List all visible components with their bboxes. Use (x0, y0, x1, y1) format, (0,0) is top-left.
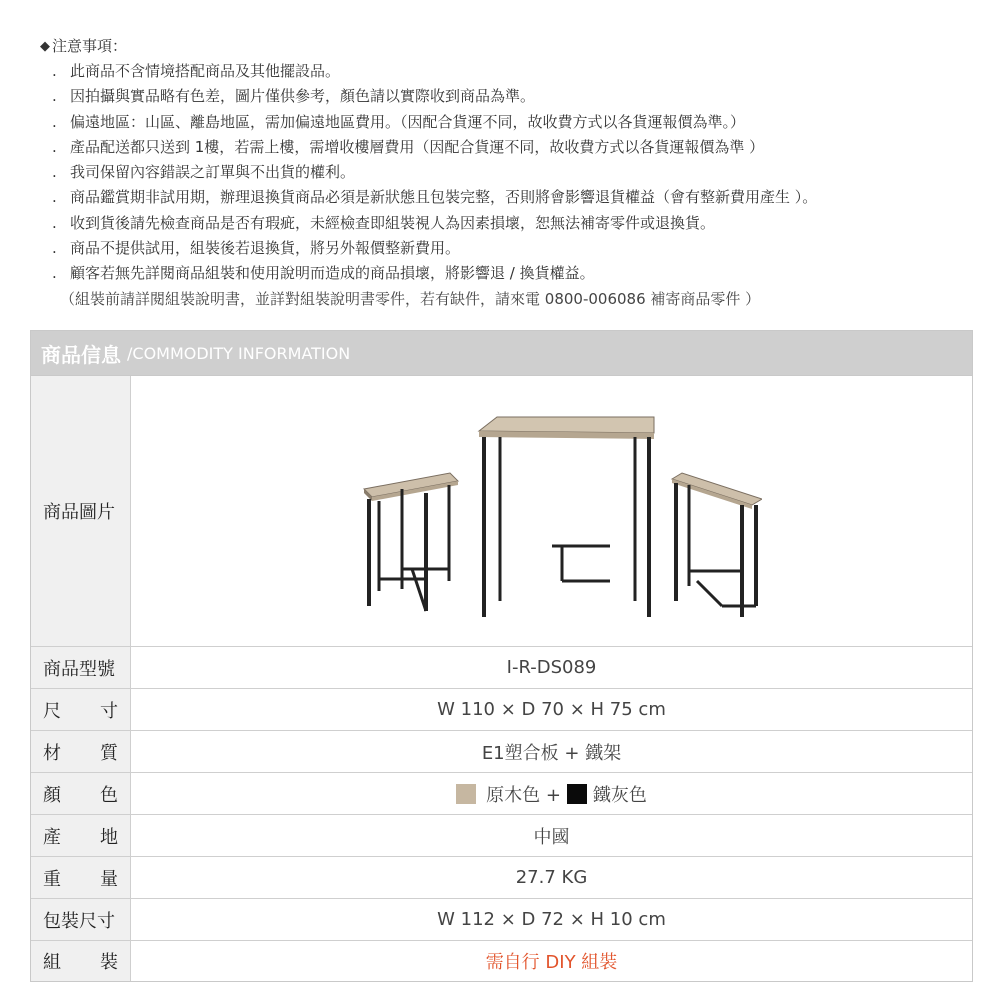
info-header (31, 331, 972, 376)
table-bench-set-illustration (342, 401, 762, 621)
note-item (40, 211, 980, 236)
size-row (31, 689, 972, 731)
table-image (479, 417, 654, 617)
bullet-dot-icon: . (52, 62, 57, 80)
color-value-a: 原木色 + (486, 784, 561, 806)
notes-title-text: 注意事項： (52, 36, 128, 55)
note-item (40, 236, 980, 261)
label-char: 質 (100, 742, 118, 764)
label-char: 組 (43, 952, 61, 973)
picture-row (31, 376, 972, 647)
note-item (40, 160, 980, 185)
bullet-dot-icon: . (52, 87, 57, 106)
material-row (31, 731, 972, 773)
label-char: 材 (43, 742, 61, 764)
model-row (31, 647, 972, 689)
color-label (31, 773, 131, 814)
note-text: 收到貨後請先檢查商品是否有瑕疵，未經檢查即組裝視人為因素損壞，恕無法補寄零件或退換貨。 (70, 213, 716, 232)
label-char: 量 (100, 868, 118, 890)
product-image (131, 376, 972, 646)
note-item (40, 110, 980, 135)
model-label: 商品型號 (31, 647, 131, 688)
package-label: 包裝尺寸 (31, 899, 131, 940)
notes-title (40, 34, 980, 59)
assembly-value: 需自行 DIY 組裝 (485, 952, 618, 973)
bullet-dot-icon: . (52, 188, 57, 207)
label-char: 顏 (43, 784, 61, 806)
package-row (31, 899, 972, 941)
note-text: 商品不提供試用，組裝後若退換貨，將另外報價整新費用。 (70, 239, 461, 258)
bullet-dot-icon: . (52, 264, 57, 283)
iron-color-swatch (567, 784, 587, 804)
right-bench-image (672, 473, 762, 617)
model-value: I-R-DS089 (506, 657, 597, 678)
note-tail: （組裝前請詳閱組裝說明書，並詳對組裝說明書零件，若有缺件，請來電 0800-006086 補寄商品零件 ） (60, 289, 761, 308)
weight-label (31, 857, 131, 898)
note-text: 此商品不含情境搭配商品及其他擺設品。 (70, 62, 341, 80)
note-item (40, 135, 980, 160)
note-text: 顧客若無先詳閱商品組裝和使用說明而造成的商品損壞，將影響退 / 換貨權益。 (70, 264, 595, 283)
commodity-info-table (30, 330, 973, 982)
label-char: 色 (100, 784, 118, 806)
note-text: 我司保留內容錯誤之訂單與不出貨的權利。 (70, 163, 356, 182)
origin-label (31, 815, 131, 856)
material-value: E1塑合板 + 鐵架 (481, 742, 622, 764)
weight-row (31, 857, 972, 899)
color-row (31, 773, 972, 815)
bullet-dot-icon: . (52, 112, 57, 131)
origin-row (31, 815, 972, 857)
label-char: 地 (100, 826, 118, 848)
note-text: 因拍攝與實品略有色差，圖片僅供參考，顏色請以實際收到商品為準。 (70, 87, 536, 106)
note-item (40, 84, 980, 109)
label-char: 寸 (100, 700, 118, 722)
bullet-dot-icon: . (52, 163, 57, 182)
material-label (31, 731, 131, 772)
note-item (40, 59, 980, 84)
note-text: 偏遠地區：山區、離島地區，需加偏遠地區費用。（因配合貨運不同，故收費方式以各貨運報價為準。） (70, 112, 746, 131)
note-item (40, 185, 980, 210)
picture-label: 商品圖片 (31, 376, 131, 646)
color-value-b: 鐵灰色 (592, 784, 647, 806)
label-char: 產 (43, 826, 61, 848)
size-label (31, 689, 131, 730)
color-value (131, 773, 972, 814)
bullet-dot-icon: . (52, 239, 57, 258)
assembly-label (31, 941, 131, 981)
bullet-dot-icon: . (52, 213, 57, 232)
note-text: 產品配送都只送到 1樓，若需上樓，需增收樓層費用（因配合貨運不同，故收費方式以各貨運報價為準 ） (70, 137, 765, 156)
left-bench-image (364, 473, 458, 611)
label-char: 裝 (100, 952, 118, 973)
label-char: 尺 (43, 700, 61, 722)
info-title-en: /COMMODITY INFORMATION (127, 343, 351, 363)
label-char: 重 (43, 868, 61, 890)
info-title-zh: 商品信息 (41, 342, 121, 367)
bullet-dot-icon: . (52, 137, 57, 156)
wood-color-swatch (456, 784, 476, 804)
assembly-row (31, 941, 972, 981)
note-text: 商品鑑賞期非試用期，辦理退換貨商品必須是新狀態且包裝完整，否則將會影響退貨權益（會有整新費用產生 ）。 (70, 188, 818, 207)
size-value: W 110 × D 70 × H 75 cm (437, 699, 666, 720)
origin-value: 中國 (533, 826, 570, 848)
diamond-bullet-icon: ◆ (40, 38, 50, 54)
notes-section (40, 34, 980, 312)
note-item (40, 261, 980, 286)
package-value: W 112 × D 72 × H 10 cm (437, 909, 666, 930)
weight-value: 27.7 KG (515, 867, 588, 888)
